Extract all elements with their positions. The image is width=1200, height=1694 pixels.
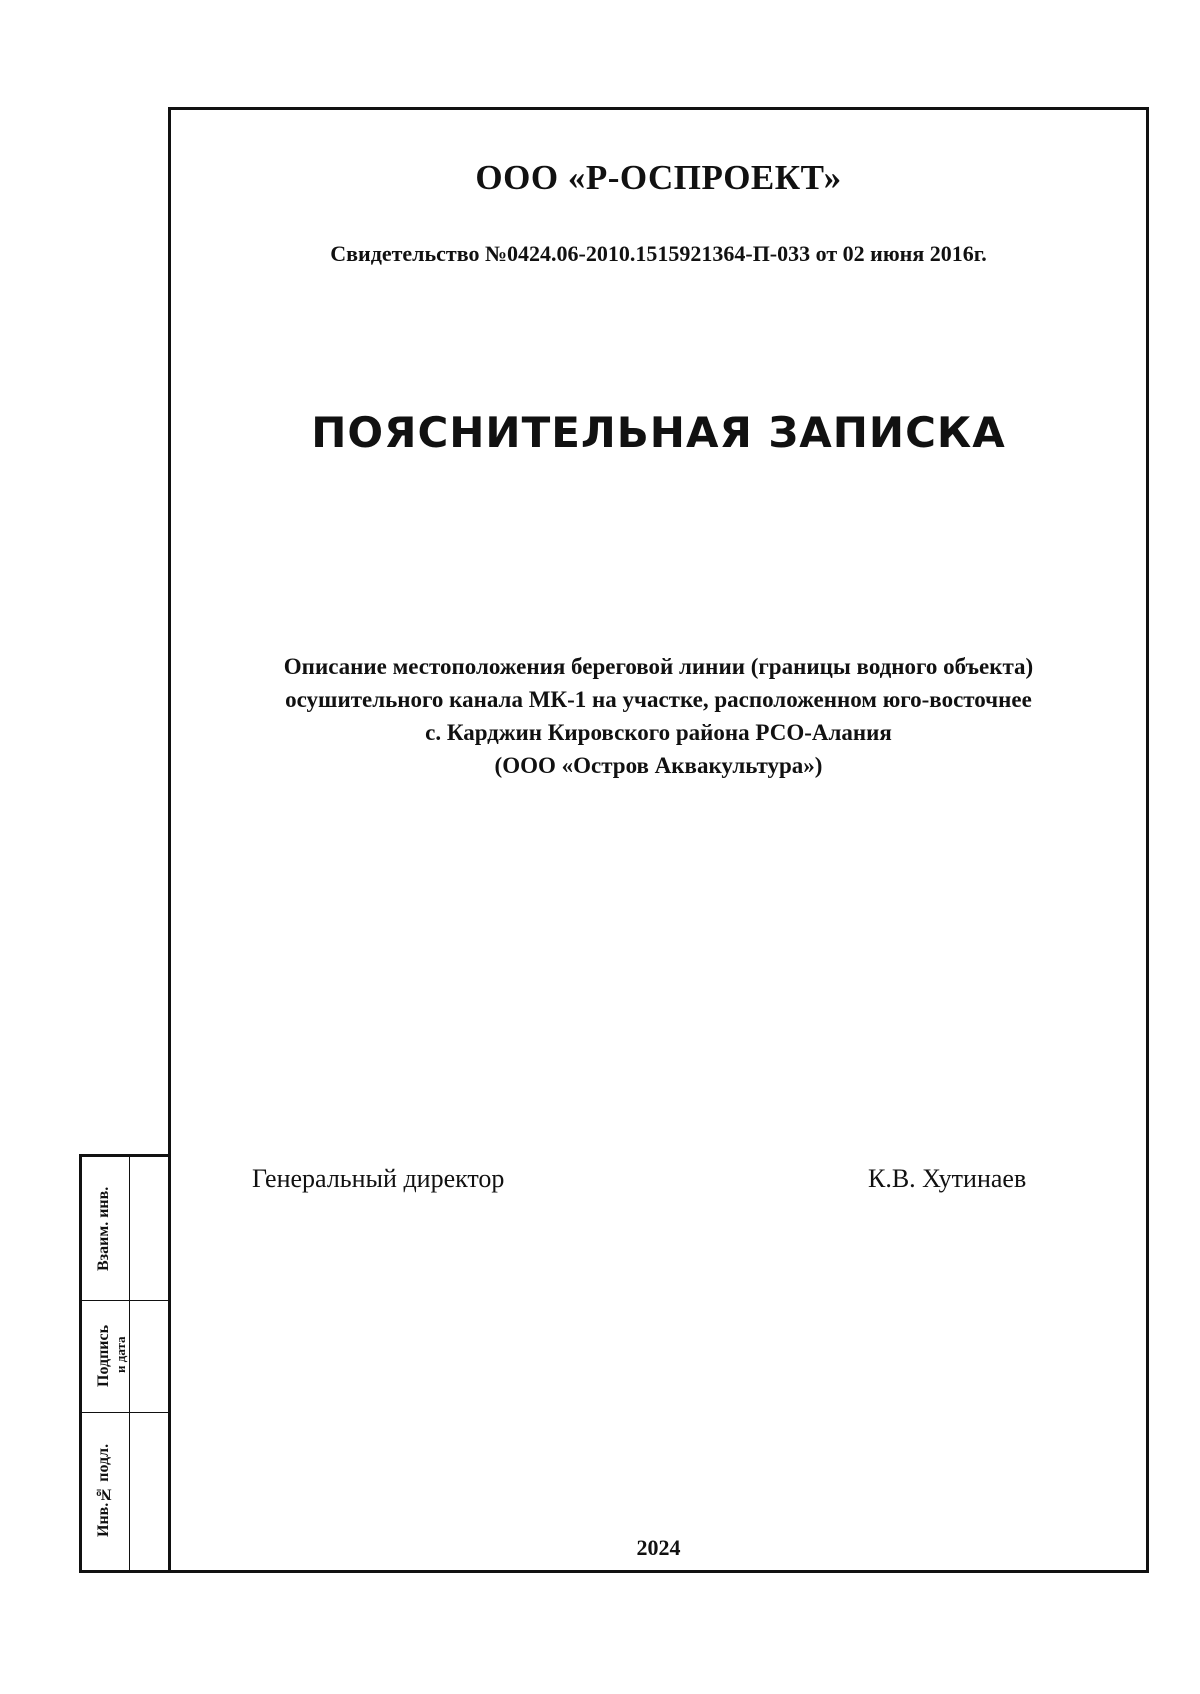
side-stamp-row-divider [82,1300,168,1301]
side-stamp-table [79,1154,168,1573]
document-description [168,650,1149,782]
description-line: Описание местоположения береговой линии (границы водного объекта) [283,654,1034,679]
page-frame [168,107,1149,1573]
certificate-line: Свидетельство №0424.06-2010.1515921364-П-033 от 02 июня 2016г. [330,241,987,266]
side-stamp-row-divider [82,1412,168,1413]
description-line: с. Карджин Кировского района РСО-Алания [425,720,892,745]
organization-name: ООО «Р-ОСПРОЕКТ» [475,158,842,197]
document-year: 2024 [636,1535,681,1560]
side-stamp-i-data: и дата [113,1336,128,1374]
document-title: ПОЯСНИТЕЛЬНАЯ ЗАПИСКА [311,408,1006,457]
description-line: (ООО «Остров Аквакультура») [494,753,823,778]
signature-position: Генеральный директор [252,1164,505,1193]
signature-name: К.В. Хутинаев [868,1164,1027,1193]
side-stamp-vzaim-inv: Взаим. инв. [95,1186,112,1272]
side-stamp-inv-podl: Инв.№ подл. [95,1443,112,1537]
side-stamp-column-divider [129,1157,130,1570]
side-stamp-podpis: Подпись [95,1324,112,1388]
description-line: осушительного канала МК-1 на участке, расположенном юго-восточнее [285,687,1032,712]
